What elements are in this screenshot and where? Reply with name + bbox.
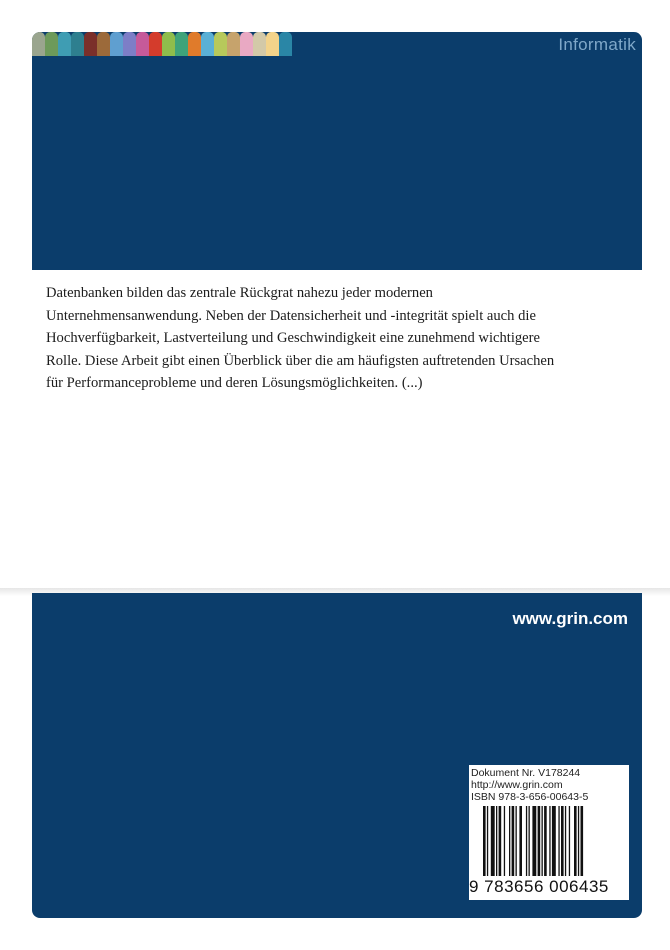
publisher-url[interactable]: www.grin.com	[512, 609, 628, 628]
isbn-number: ISBN 978-3-656-00643-5	[471, 791, 589, 803]
color-strip-tab	[240, 32, 253, 56]
barcode-icon	[483, 806, 615, 876]
color-strip-tab	[175, 32, 188, 56]
color-strip-tab	[279, 32, 292, 56]
color-strip-tab	[214, 32, 227, 56]
color-strip-tab	[162, 32, 175, 56]
color-strip-tab	[110, 32, 123, 56]
color-strip-tab	[136, 32, 149, 56]
cover-top-panel	[32, 32, 642, 270]
cover-bottom-panel	[32, 593, 642, 918]
color-strip-tab	[71, 32, 84, 56]
color-strip-tab	[149, 32, 162, 56]
category-label: Informatik	[558, 35, 636, 54]
color-strip-tab	[97, 32, 110, 56]
color-strip-tab	[32, 32, 45, 56]
color-strip-tab	[123, 32, 136, 56]
isbn-info	[469, 765, 629, 803]
color-strip-tab	[201, 32, 214, 56]
color-strip	[32, 32, 292, 56]
color-strip-tab	[84, 32, 97, 56]
color-strip-tab	[266, 32, 279, 56]
color-strip-tab	[227, 32, 240, 56]
document-number: Dokument Nr. V178244	[471, 767, 581, 779]
color-strip-tab	[45, 32, 58, 56]
color-strip-tab	[188, 32, 201, 56]
color-strip-tab	[253, 32, 266, 56]
document-url: http://www.grin.com	[471, 779, 563, 791]
color-strip-tab	[58, 32, 71, 56]
isbn-box	[469, 765, 629, 900]
barcode-digits: 9 783656 006435	[469, 877, 609, 896]
book-blurb: Datenbanken bilden das zentrale Rückgrat nahezu jeder modernen Unternehmensanwendung. Neben der Datensicherheit und -integrität spielt auch die Hochverfügbarkeit, Lastverteilung und Geschwindigkeit eine zunehmend wichtigere Rolle. Diese Arbeit gibt einen Überblick über die am häufigsten auftretenden Ursachen für Performanceprobleme und deren Lösungsmöglichkeiten. (...)	[46, 285, 555, 392]
